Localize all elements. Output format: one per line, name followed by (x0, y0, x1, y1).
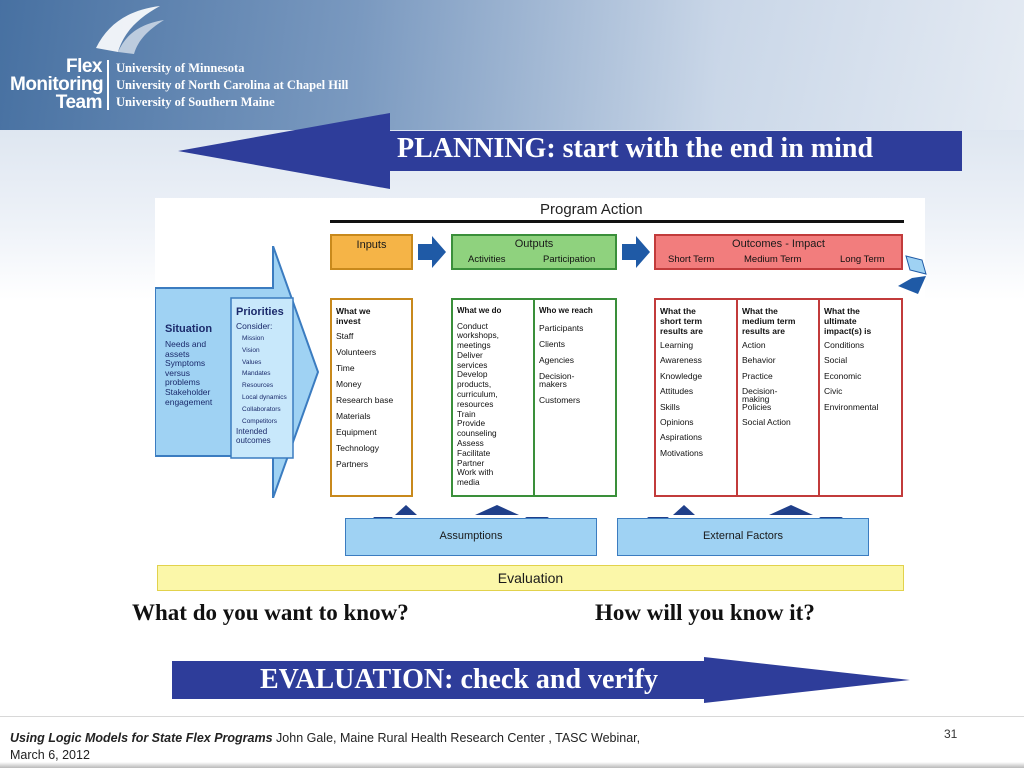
short-term-column (654, 298, 738, 497)
assumptions-box (345, 518, 597, 556)
right-arrow-icon (418, 236, 448, 268)
university-3: University of Southern Maine (116, 95, 275, 109)
short-col-title: What the short term results are (660, 306, 703, 336)
medium-col-title: What the medium term results are (742, 306, 796, 336)
university-list (116, 60, 348, 111)
short-term-label: Short Term (668, 254, 715, 265)
loop-arrow-icon (896, 254, 930, 296)
right-arrow-icon (622, 236, 652, 268)
participation-col-title: Who we reach (539, 306, 593, 315)
page-number: 31 (944, 727, 958, 741)
priorities-title: Priorities (236, 306, 284, 318)
activities-column (451, 298, 535, 497)
medium-col-items: Action Behavior Practice Decision- making Policies Social Action (742, 340, 791, 428)
participation-col-items: Participants Clients Agencies Decision- makers Customers (539, 322, 584, 405)
long-col-title: What the ultimate impact(s) is (824, 306, 872, 336)
activities-col-title: What we do (457, 306, 502, 315)
logo-swoosh-icon (88, 4, 168, 56)
evaluation-banner-text: EVALUATION: check and verify (260, 664, 658, 695)
participation-label: Participation (543, 254, 596, 265)
outputs-header (451, 234, 617, 270)
logo-divider (107, 60, 109, 110)
long-col-items: Conditions Social Economic Civic Environmental (824, 340, 879, 412)
inputs-column (330, 298, 413, 497)
footer-title: Using Logic Models for State Flex Programs (10, 731, 273, 745)
long-term-label: Long Term (840, 254, 885, 265)
footer-divider (0, 716, 1024, 717)
outputs-label: Outputs (514, 238, 554, 250)
inputs-col-title: What we invest (336, 306, 371, 326)
short-col-items: Learning Awareness Knowledge Attitudes Skills Opinions Aspirations Motivations (660, 340, 703, 458)
footer-rest: John Gale, Maine Rural Health Research Center , TASC Webinar, (272, 731, 641, 745)
outcomes-label: Outcomes - Impact (732, 238, 825, 250)
bottom-edge (0, 762, 1024, 768)
university-2: University of North Carolina at Chapel Hill (116, 78, 349, 92)
priorities-items: Mission Vision Values Mandates Resources Local dynamics Collaborators Competitors (242, 335, 287, 425)
university-1: University of Minnesota (116, 61, 245, 75)
priorities-block (236, 306, 294, 445)
external-factors-label: External Factors (702, 530, 784, 542)
activities-col-items: Conduct workshops, meetings Deliver services Develop products, curriculum, resources Train Provide counseling Assess Facilitate Partner Work with media (457, 320, 499, 488)
logo-line-2: Monitoring (10, 74, 104, 95)
situation-block (165, 323, 212, 407)
program-action-label: Program Action (540, 201, 643, 218)
priorities-consider: Consider: (236, 321, 273, 331)
situation-items: Needs and assets Symptoms versus problems Stakeholder engagement (165, 339, 213, 407)
medium-term-label: Medium Term (744, 254, 802, 265)
question-left: What do you want to know? (132, 600, 409, 625)
inputs-col-items: Staff Volunteers Time Money Research base Materials Equipment Technology Partners (336, 331, 394, 469)
footer-citation (10, 730, 850, 764)
logo-line-3: Team (55, 92, 102, 113)
logo-line-1: Flex (65, 56, 102, 77)
program-action-rule (330, 220, 904, 223)
situation-title: Situation (165, 323, 213, 335)
footer-date: March 6, 2012 (10, 748, 90, 762)
long-term-column (818, 298, 903, 497)
planning-banner-text: PLANNING: start with the end in mind (397, 133, 874, 164)
logo-text (10, 58, 102, 112)
inputs-header (330, 234, 413, 270)
outcomes-header (654, 234, 903, 270)
priorities-intended: Intended outcomes (236, 427, 271, 445)
evaluation-label: Evaluation (497, 570, 564, 586)
participation-column (533, 298, 617, 497)
inputs-label: Inputs (356, 239, 387, 251)
external-factors-box (617, 518, 869, 556)
medium-term-column (736, 298, 820, 497)
evaluation-bar (157, 565, 904, 591)
assumptions-label: Assumptions (439, 530, 503, 542)
question-right: How will you know it? (595, 600, 815, 625)
activities-label: Activities (468, 254, 506, 265)
